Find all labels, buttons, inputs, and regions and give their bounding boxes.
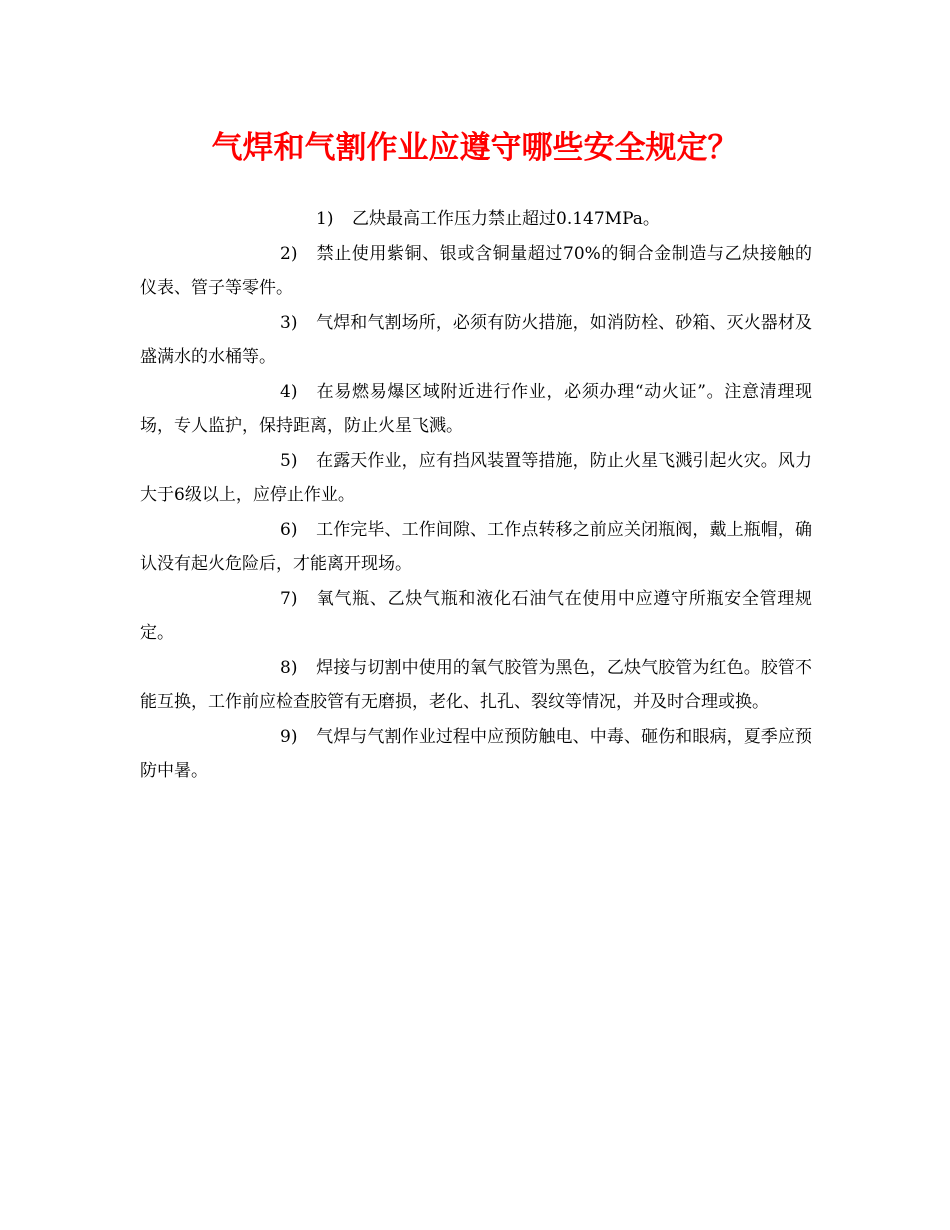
rules-list [140, 202, 812, 789]
item-number: 3) [280, 312, 298, 333]
item-text: 在易燃易爆区域附近进行作业，必须办理“动火证”。注意清理现场，专人监护，保持距离，防止火星飞溅。 [140, 381, 812, 436]
item-text: 在露天作业，应有挡风装置等措施，防止火星飞溅引起火灾。风力大于6级以上，应停止作业。 [140, 450, 812, 505]
list-item [140, 651, 812, 720]
list-item [140, 720, 812, 789]
item-number: 4) [280, 381, 298, 402]
item-text: 禁止使用紫铜、银或含铜量超过70%的铜合金制造与乙炔接触的仪表、管子等零件。 [140, 243, 812, 298]
item-text: 气焊与气割作业过程中应预防触电、中毒、砸伤和眼病，夏季应预防中暑。 [140, 726, 812, 781]
list-item [140, 582, 812, 651]
item-text: 工作完毕、工作间隙、工作点转移之前应关闭瓶阀，戴上瓶帽，确认没有起火危险后，才能离开现场。 [140, 519, 812, 574]
list-item [140, 306, 812, 375]
item-number: 1) [316, 209, 334, 229]
item-number: 9) [280, 726, 298, 747]
item-number: 6) [280, 519, 298, 540]
item-text: 乙炔最高工作压力禁止超过0.147MPa。 [352, 209, 660, 229]
item-text: 氧气瓶、乙炔气瓶和液化石油气在使用中应遵守所瓶安全管理规定。 [140, 588, 812, 643]
item-text: 气焊和气割场所，必须有防火措施，如消防栓、砂箱、灭火器材及盛满水的水桶等。 [140, 312, 812, 367]
item-number: 2) [280, 243, 298, 264]
item-text: 焊接与切割中使用的氧气胶管为黑色，乙炔气胶管为红色。胶管不能互换，工作前应检查胶管有无磨损，老化、扎孔、裂纹等情况，并及时合理或换。 [140, 657, 812, 712]
list-item [140, 202, 812, 237]
page-title: 气焊和气割作业应遵守哪些安全规定？ [211, 130, 739, 166]
list-item [140, 375, 812, 444]
item-number: 5) [280, 450, 298, 471]
list-item [140, 237, 812, 306]
list-item [140, 444, 812, 513]
item-number: 8) [280, 657, 298, 678]
item-number: 7) [280, 588, 298, 609]
list-item [140, 513, 812, 582]
